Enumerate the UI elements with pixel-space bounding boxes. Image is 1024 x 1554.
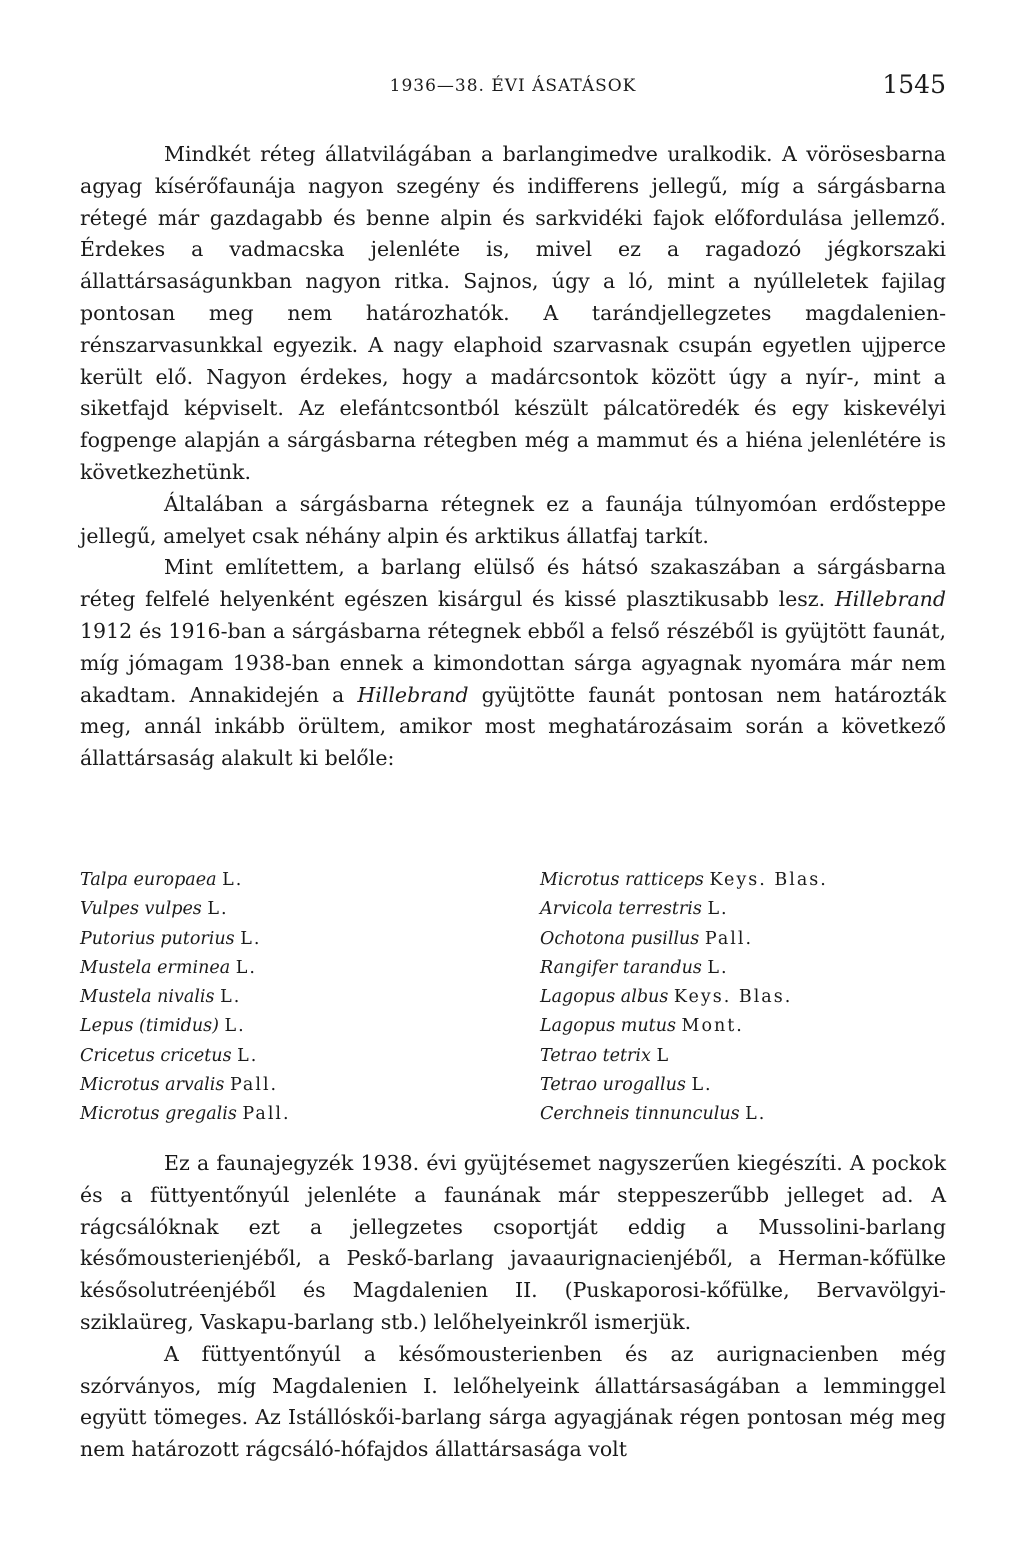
species-entry: [540, 1042, 828, 1071]
text-run: Ez a faunajegyzék 1938. évi gyüjtésemet nagyszerűen kiegészíti. A pockok és a füttyentőnyúl jelenléte a faunának már steppeszerűbb jelleget ad. A rágcsálóknak ezt a jellegzetes csoportját eddig a Mussolini-barlang későmousterienjéből, a Peskő-barlang javaaurignacienjéből, a Herman-kőfülke késősolutréenjéből és Magdalenien II. (Puskaporosi-kőfülke, Bervavölgyi-sziklaüreg, Vaskapu-barlang stb.) lelőhelyeinkről ismerjük.: [80, 1151, 946, 1334]
species-author: L.: [691, 1075, 713, 1096]
species-name: Cricetus cricetus: [80, 1045, 232, 1066]
species-name: Tetrao tetrix: [540, 1045, 651, 1066]
species-author: Pall.: [242, 1104, 291, 1125]
species-name: Putorius putorius: [80, 928, 235, 949]
species-author: Keys. Blas.: [673, 987, 793, 1008]
text-run: Mint említettem, a barlang elülső és hátsó szakaszában a sárgásbarna réteg felfelé helyenként egészen kisárgul és kissé plasztikusabb lesz.: [80, 555, 946, 612]
running-header: [80, 70, 946, 102]
species-name: Lagopus albus: [540, 987, 669, 1008]
species-name: Rangifer tarandus: [540, 957, 702, 978]
species-entry: [540, 866, 828, 895]
species-author: L: [656, 1045, 671, 1066]
species-author: L.: [237, 1045, 259, 1066]
species-entry: [540, 895, 828, 924]
species-entry: [80, 866, 291, 895]
species-name: Arvicola terrestris: [540, 899, 702, 920]
species-author: L.: [707, 899, 729, 920]
paragraph: [80, 139, 946, 489]
species-name: Vulpes vulpes: [80, 899, 202, 920]
species-author: L.: [745, 1104, 767, 1125]
text-run: A füttyentőnyúl a későmousterienben és az aurignacienben még szórványos, míg Magdalenien I. lelőhelyeink állattársaságában a lemminggel együtt tömeges. Az Istállóskői-barlang sárga agyagjának régen pontosan még meg nem határozott rágcsáló-hófajdos állattársasága volt: [80, 1341, 946, 1462]
paragraph: [80, 552, 946, 775]
species-author: L.: [240, 928, 262, 949]
species-entry: [540, 983, 828, 1012]
species-entry: [80, 895, 291, 924]
species-name: Microtus ratticeps: [540, 870, 704, 890]
species-entry: [540, 1071, 828, 1100]
species-entry: [540, 925, 828, 954]
running-title: 1936—38. ÉVI ÁSATÁSOK: [389, 76, 637, 96]
species-author: L.: [707, 957, 729, 978]
species-author: L.: [220, 987, 242, 1008]
species-name: Cerchneis tinnunculus: [540, 1104, 740, 1125]
species-name: Microtus arvalis: [80, 1075, 225, 1096]
species-author: L.: [207, 899, 229, 920]
species-author: Mont.: [681, 1016, 744, 1037]
species-author: Pall.: [704, 928, 754, 949]
paragraph: [80, 489, 946, 553]
author-name: Hillebrand: [834, 587, 946, 612]
species-name: Lagopus mutus: [540, 1016, 676, 1037]
species-author: Pall.: [229, 1075, 279, 1096]
paragraph: [80, 1339, 946, 1466]
species-entry: [80, 1071, 291, 1100]
species-entry: [540, 1012, 828, 1041]
species-entry: [80, 1100, 291, 1129]
page-number: 1545: [882, 70, 946, 99]
species-name: Talpa europaea: [80, 870, 217, 890]
species-entry: [80, 954, 291, 983]
text-run: Mindkét réteg állatvilágában a barlangimedve uralkodik. A vörösesbarna agyag kísérőfaunája nagyon szegény és indifferens jellegű, míg a sárgásbarna rétegé már gazdagabb és benne alpin és sarkvidéki fajok előfordulása jellemző. Érdekes a vadmacska jelenléte is, mivel ez a ragadozó jégkorszaki állattársaságunkban nagyon ritka. Sajnos, úgy a ló, mint a nyúlleletek fajilag pontosan meg nem határozhatók. A tarándjellegzetes magdalenien-rénszarvasunkkal egyezik. A nagy elaphoid szarvasnak csupán egyetlen ujjperce került elő. Nagyon érdekes, hogy a madárcsontok között úgy a nyír-, mint a siketfajd képviselt. Az elefántcsontból készült pálcatöredék és egy kiskevélyi fogpenge alapján a sárgásbarna rétegben még a mammut és a hiéna jelenlétére is következhetünk.: [80, 142, 946, 484]
species-author: L.: [235, 957, 257, 978]
species-column-right: [540, 866, 828, 1130]
species-entry: [80, 1012, 291, 1041]
species-entry: [80, 925, 291, 954]
species-name: Mustela erminea: [80, 957, 231, 978]
species-author: L.: [222, 870, 244, 890]
text-run: 1912 és 1916-ban a sárgásbarna rétegnek ebből a felső részéből is gyüjtött faunát, míg jómagam 1938-ban ennek a kimondottan sárga agyagnak nyomára már nem akadtam. Annakidején a: [80, 618, 946, 707]
species-entry: [540, 954, 828, 983]
species-column-left: [80, 866, 291, 1130]
body-text-upper: [80, 139, 946, 775]
species-name: Mustela nivalis: [80, 987, 215, 1008]
species-entry: [80, 1042, 291, 1071]
species-name: Tetrao urogallus: [540, 1075, 686, 1096]
text-run: gyüjtötte faunát pontosan nem határozták meg, annál inkább örültem, amikor most meghatározásaim során a következő állattársaság alakult ki belőle:: [80, 682, 947, 771]
species-name: Ochotona pusillus: [540, 928, 700, 949]
paragraph: [80, 1148, 946, 1339]
species-author: Keys. Blas.: [709, 870, 828, 890]
species-entry: [80, 983, 291, 1012]
species-author: L.: [224, 1016, 246, 1037]
body-text-lower: [80, 1148, 946, 1466]
species-name: Lepus (timidus): [80, 1016, 219, 1037]
author-name: Hillebrand: [357, 682, 469, 707]
species-entry: [540, 1100, 828, 1129]
text-run: Általában a sárgásbarna rétegnek ez a faunája túlnyomóan erdősteppe jellegű, amelyet csak néhány alpin és arktikus állatfaj tarkít.: [80, 491, 946, 548]
species-name: Microtus gregalis: [80, 1104, 237, 1125]
